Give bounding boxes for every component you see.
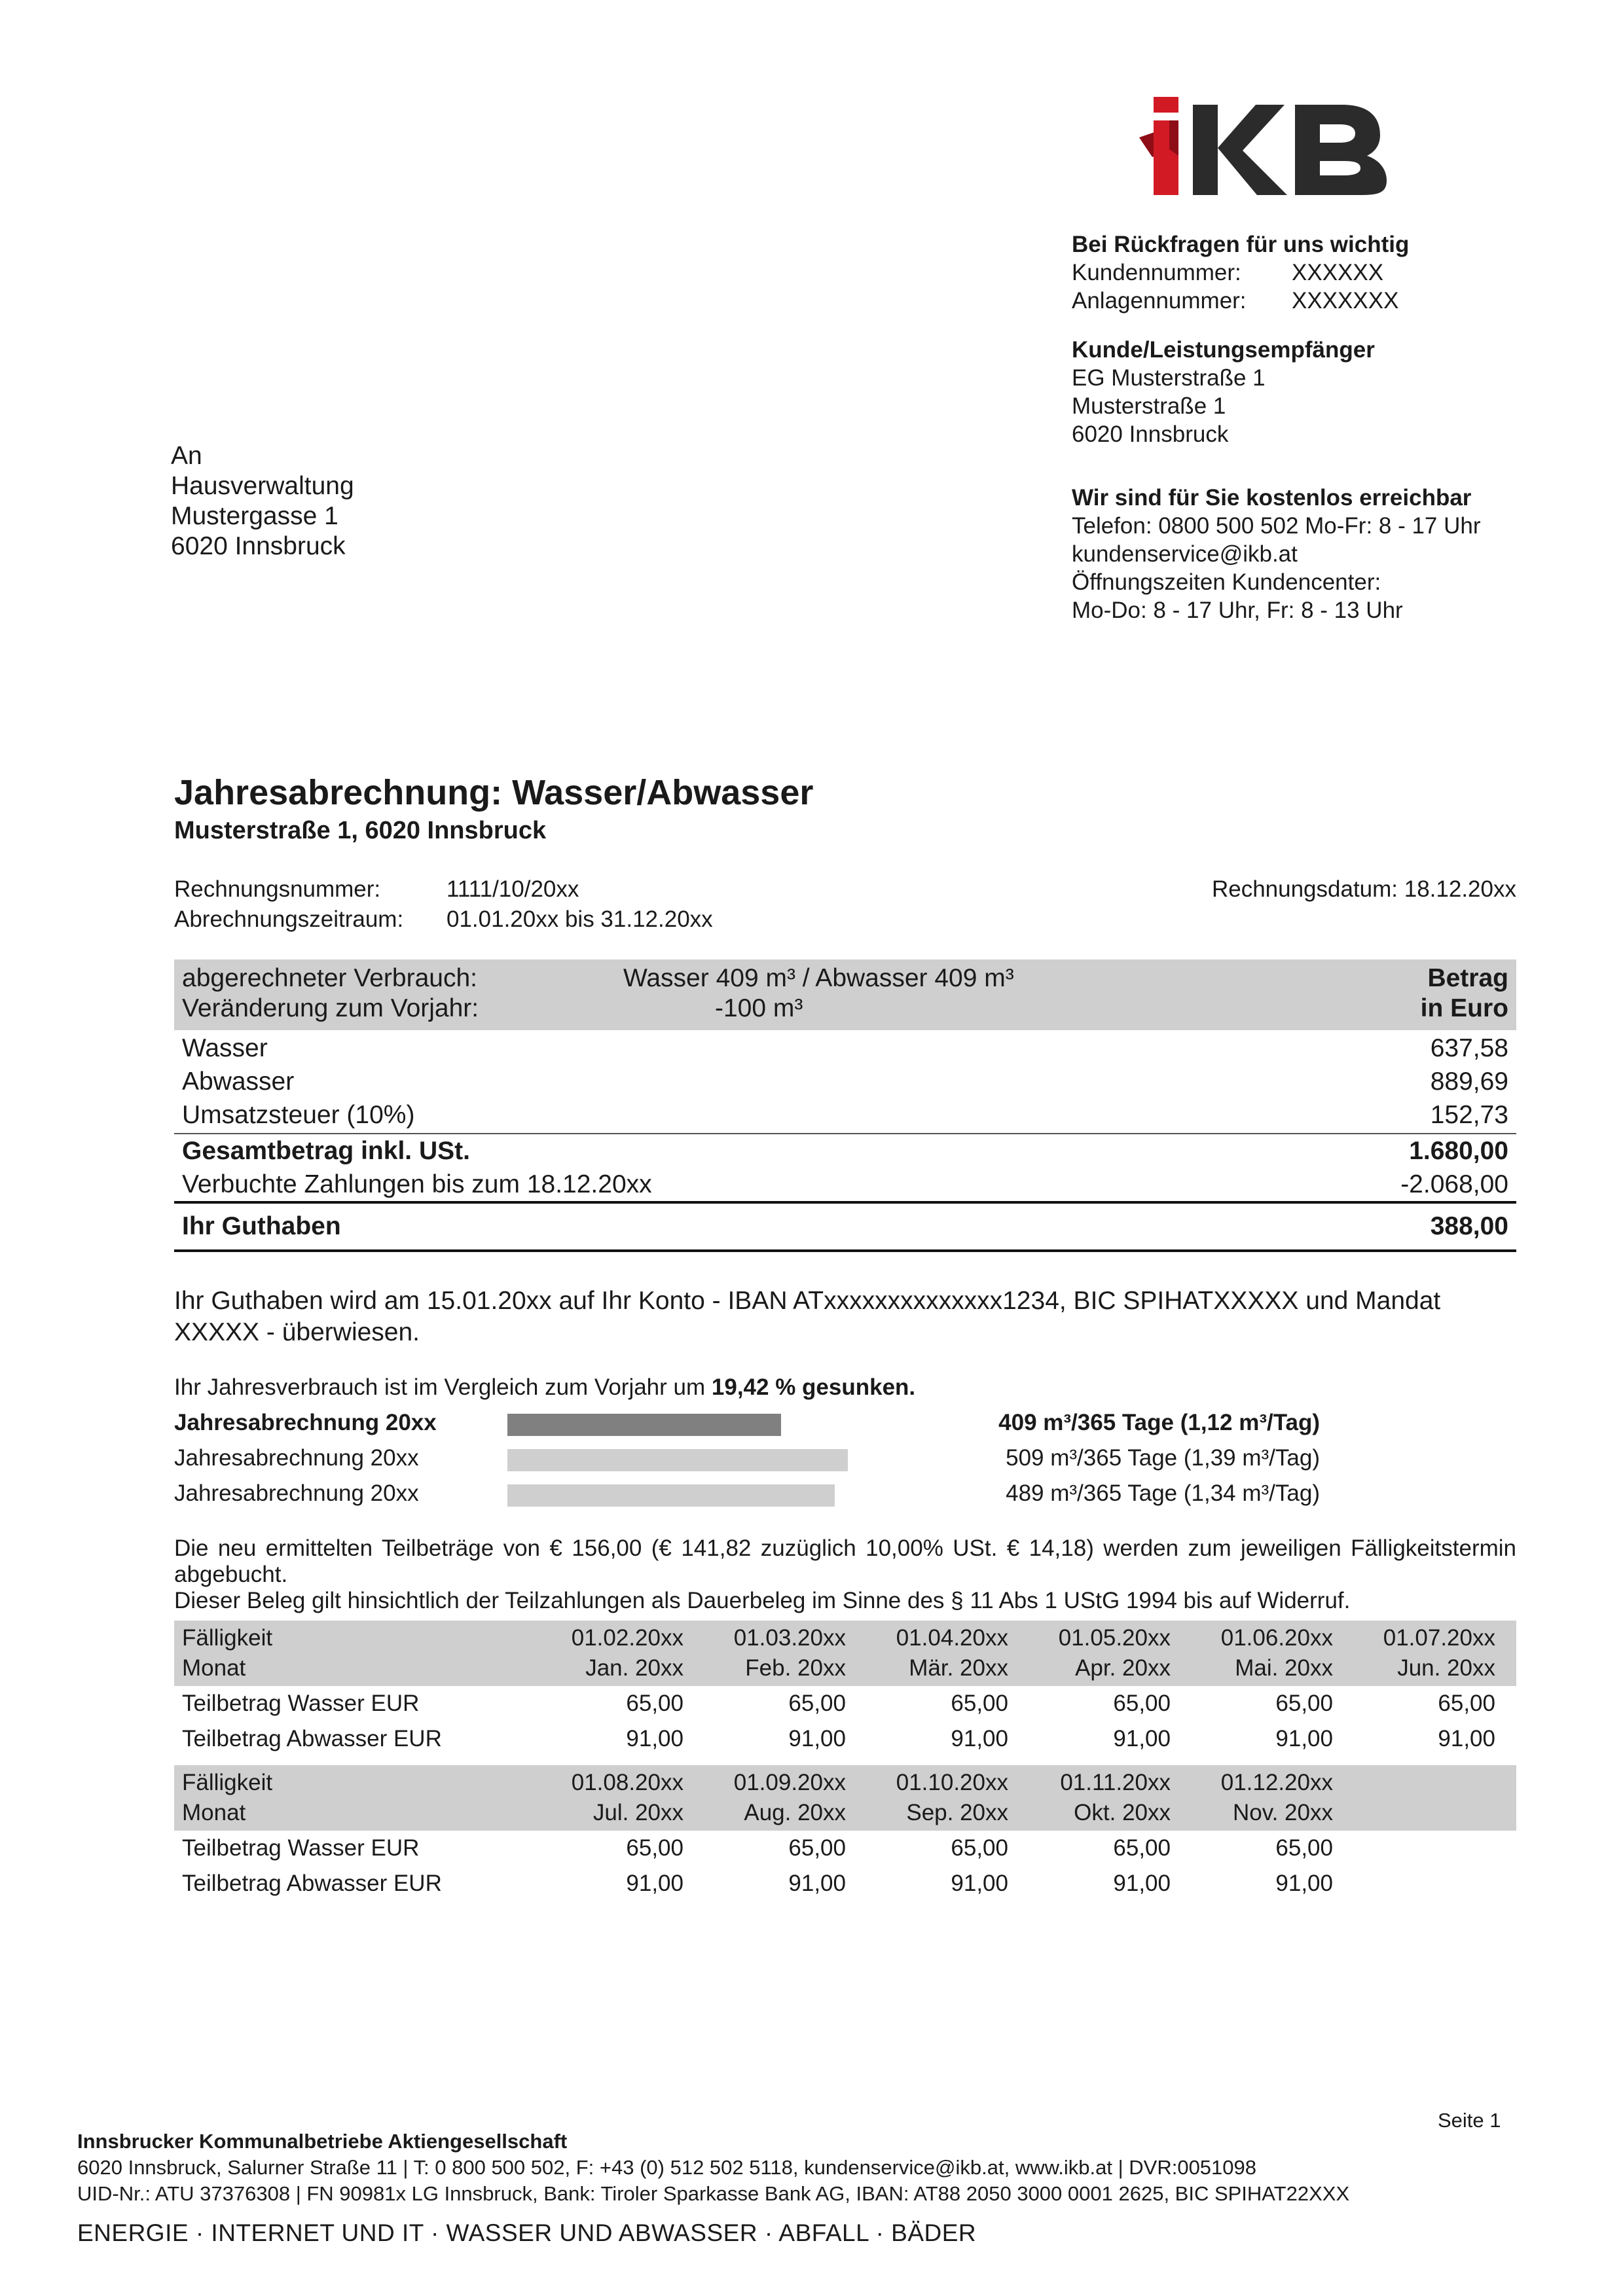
faelligkeit-label: Fälligkeit xyxy=(182,1625,273,1651)
zeitraum-label: Abrechnungszeitraum: xyxy=(174,906,404,932)
bill-row xyxy=(174,1065,1516,1098)
contact-block xyxy=(1072,230,1569,624)
credit-amount: 388,00 xyxy=(1430,1212,1508,1240)
abwasser-amount: 91,00 xyxy=(951,1726,1008,1751)
comparison-intro-text: Ihr Jahresverbrauch ist im Vergleich zum Vorjahr um xyxy=(174,1374,712,1400)
comparison-bar xyxy=(507,1414,781,1436)
abwasser-amount: 91,00 xyxy=(626,1726,684,1751)
comparison-bar xyxy=(507,1484,835,1507)
bill-row xyxy=(174,1031,1516,1065)
wasser-amount: 65,00 xyxy=(1438,1691,1495,1716)
month: Jan. 20xx xyxy=(585,1655,684,1681)
item-amount: 152,73 xyxy=(1430,1101,1508,1129)
wasser-amount: 65,00 xyxy=(951,1691,1008,1716)
payments-label: Verbuchte Zahlungen bis zum 18.12.20xx xyxy=(182,1170,652,1198)
month: Jul. 20xx xyxy=(593,1800,684,1825)
installment-header xyxy=(174,1621,1516,1686)
comparison-row xyxy=(174,1443,1320,1475)
reach-heading: Wir sind für Sie kostenlos erreichbar xyxy=(1072,485,1472,511)
document-subtitle: Musterstraße 1, 6020 Innsbruck xyxy=(174,817,547,844)
month: Jun. 20xx xyxy=(1397,1655,1495,1681)
due-date: 01.09.20xx xyxy=(733,1770,846,1795)
dauerbeleg-line: Dieser Beleg gilt hinsichtlich der Teilzahlungen als Dauerbeleg im Sinne des § 11 Abs 1 UStG 1994 bis auf Widerruf. xyxy=(174,1588,1351,1613)
wasser-amount: 65,00 xyxy=(788,1691,846,1716)
rechnungsnummer-value: 1111/10/20xx xyxy=(447,876,579,902)
rechnungsnummer-label: Rechnungsnummer: xyxy=(174,876,381,902)
vorjahr-value: -100 m³ xyxy=(715,994,803,1022)
due-date: 01.02.20xx xyxy=(571,1625,684,1651)
installment-notice-line: Die neu ermittelten Teilbeträge von € 156,00 (€ 141,82 zuzüglich 10,00% USt. € 14,18) werden zum jeweiligen Fälligkeitstermin abgebucht. xyxy=(174,1535,1516,1587)
kundennummer-label: Kundennummer: xyxy=(1072,260,1241,285)
payments-row xyxy=(174,1168,1516,1201)
wasser-label: Teilbetrag Wasser EUR xyxy=(182,1691,420,1716)
due-date: 01.12.20xx xyxy=(1220,1770,1333,1795)
due-date: 01.10.20xx xyxy=(896,1770,1008,1795)
item-amount: 889,69 xyxy=(1430,1067,1508,1096)
vorjahr-label: Veränderung zum Vorjahr: xyxy=(182,994,479,1022)
item-label: Wasser xyxy=(182,1034,268,1062)
wasser-amount: 65,00 xyxy=(1275,1835,1333,1861)
credit-note: Ihr Guthaben wird am 15.01.20xx auf Ihr Konto - IBAN ATxxxxxxxxxxxxxx1234, BIC SPIHATXXXXX und Mandat XXXXX - überwiesen. xyxy=(174,1287,1441,1346)
wasser-amount: 65,00 xyxy=(1275,1691,1333,1716)
wasser-amount: 65,00 xyxy=(1113,1835,1171,1861)
wasser-amount: 65,00 xyxy=(626,1835,684,1861)
comparison-bar xyxy=(507,1449,848,1471)
verbrauch-label: abgerechneter Verbrauch: xyxy=(182,964,477,992)
page-number: Seite 1 xyxy=(1438,2109,1501,2132)
due-date: 01.11.20xx xyxy=(1060,1770,1171,1795)
abwasser-amount: 91,00 xyxy=(788,1871,846,1896)
kunde-line: 6020 Innsbruck xyxy=(1072,422,1229,447)
abwasser-amount: 91,00 xyxy=(1275,1871,1333,1896)
wasser-amount: 65,00 xyxy=(951,1835,1008,1861)
recipient-line: Hausverwaltung xyxy=(171,472,354,500)
recipient-line: 6020 Innsbruck xyxy=(171,532,346,560)
month: Aug. 20xx xyxy=(744,1800,846,1825)
installment-body xyxy=(174,1686,1516,1758)
monat-label: Monat xyxy=(182,1655,246,1681)
item-label: Abwasser xyxy=(182,1067,295,1096)
due-date: 01.07.20xx xyxy=(1383,1625,1495,1651)
wasser-amount: 65,00 xyxy=(1113,1691,1171,1716)
kunde-line: EG Musterstraße 1 xyxy=(1072,365,1266,391)
bill-header xyxy=(174,960,1516,1030)
email-line: kundenservice@ikb.at xyxy=(1072,541,1298,567)
item-label: Umsatzsteuer (10%) xyxy=(182,1101,415,1129)
abwasser-amount: 91,00 xyxy=(951,1871,1008,1896)
month: Mai. 20xx xyxy=(1235,1655,1333,1681)
hours-label: Öffnungszeiten Kundencenter: xyxy=(1072,569,1381,595)
bill-row xyxy=(174,1098,1516,1132)
kunde-line: Musterstraße 1 xyxy=(1072,393,1226,419)
footer-business-areas: ENERGIE · INTERNET UND IT · WASSER UND ABWASSER · ABFALL · BÄDER xyxy=(77,2219,977,2246)
comparison-intro xyxy=(174,1374,915,1401)
comparison-label: Jahresabrechnung 20xx xyxy=(174,1480,419,1506)
month: Apr. 20xx xyxy=(1075,1655,1171,1681)
recipient-address xyxy=(171,441,354,562)
footer-bank: UID-Nr.: ATU 37376308 | FN 90981x LG Innsbruck, Bank: Tiroler Sparkasse Bank AG, IBAN: AT88 2050 3000 0001 2625, BIC SPIHAT22XXX xyxy=(77,2182,1350,2205)
comparison-value: 509 m³/365 Tage (1,39 m³/Tag) xyxy=(1006,1445,1320,1471)
kundennummer-value: XXXXXX xyxy=(1292,260,1384,285)
month: Mär. 20xx xyxy=(909,1655,1008,1681)
wasser-amount: 65,00 xyxy=(626,1691,684,1716)
phone-line: Telefon: 0800 500 502 Mo-Fr: 8 - 17 Uhr xyxy=(1072,513,1481,539)
faelligkeit-label: Fälligkeit xyxy=(182,1770,273,1795)
comparison-value: 489 m³/365 Tage (1,34 m³/Tag) xyxy=(1006,1480,1320,1506)
month: Feb. 20xx xyxy=(745,1655,846,1681)
due-date: 01.05.20xx xyxy=(1058,1625,1171,1651)
abwasser-label: Teilbetrag Abwasser EUR xyxy=(182,1871,442,1896)
rechnungsdatum: Rechnungsdatum: 18.12.20xx xyxy=(1211,876,1516,902)
abwasser-amount: 91,00 xyxy=(1275,1726,1333,1751)
ikb-logo xyxy=(1139,97,1388,202)
recipient-line: An xyxy=(171,442,202,470)
credit-label: Ihr Guthaben xyxy=(182,1212,341,1240)
item-amount: 637,58 xyxy=(1430,1034,1508,1062)
installment-notice xyxy=(174,1535,1516,1614)
euro-label: in Euro xyxy=(1420,994,1508,1022)
installment-table-1 xyxy=(174,1621,1516,1758)
abwasser-amount: 91,00 xyxy=(626,1871,684,1896)
betrag-label: Betrag xyxy=(1427,964,1508,992)
monat-label: Monat xyxy=(182,1800,246,1825)
due-date: 01.06.20xx xyxy=(1220,1625,1333,1651)
comparison-row xyxy=(174,1407,1320,1440)
comparison-row xyxy=(174,1478,1320,1511)
due-date: 01.04.20xx xyxy=(896,1625,1008,1651)
month: Okt. 20xx xyxy=(1074,1800,1171,1825)
footer-company: Innsbrucker Kommunalbetriebe Aktiengesellschaft xyxy=(77,2130,568,2153)
kunde-heading: Kunde/Leistungsempfänger xyxy=(1072,337,1375,363)
recipient-line: Mustergasse 1 xyxy=(171,502,338,530)
comparison-label: Jahresabrechnung 20xx xyxy=(174,1445,419,1471)
payments-amount: -2.068,00 xyxy=(1400,1170,1508,1198)
comparison-label: Jahresabrechnung 20xx xyxy=(174,1410,437,1435)
bill-table xyxy=(174,960,1516,1252)
total-row xyxy=(174,1133,1516,1168)
abwasser-amount: 91,00 xyxy=(788,1726,846,1751)
installment-table-2 xyxy=(174,1765,1516,1903)
due-date: 01.08.20xx xyxy=(571,1770,684,1795)
zeitraum-value: 01.01.20xx bis 31.12.20xx xyxy=(447,906,713,932)
due-date: 01.03.20xx xyxy=(733,1625,846,1651)
total-amount: 1.680,00 xyxy=(1409,1137,1508,1165)
contact-heading: Bei Rückfragen für uns wichtig xyxy=(1072,232,1410,257)
footer xyxy=(77,2128,1349,2246)
wasser-amount: 65,00 xyxy=(788,1835,846,1861)
verbrauch-value: Wasser 409 m³ / Abwasser 409 m³ xyxy=(623,964,1014,992)
total-label: Gesamtbetrag inkl. USt. xyxy=(182,1137,470,1165)
abwasser-amount: 91,00 xyxy=(1113,1871,1171,1896)
credit-row xyxy=(174,1201,1516,1252)
wasser-label: Teilbetrag Wasser EUR xyxy=(182,1835,420,1861)
month: Nov. 20xx xyxy=(1232,1800,1333,1825)
abwasser-label: Teilbetrag Abwasser EUR xyxy=(182,1726,442,1751)
anlagennummer-label: Anlagennummer: xyxy=(1072,288,1247,314)
installment-body xyxy=(174,1831,1516,1903)
comparison-intro-bold: 19,42 % gesunken. xyxy=(711,1374,916,1400)
installment-header xyxy=(174,1765,1516,1831)
abwasser-amount: 91,00 xyxy=(1113,1726,1171,1751)
abwasser-amount: 91,00 xyxy=(1438,1726,1495,1751)
month: Sep. 20xx xyxy=(906,1800,1008,1825)
hours-line: Mo-Do: 8 - 17 Uhr, Fr: 8 - 13 Uhr xyxy=(1072,598,1403,623)
anlagennummer-value: XXXXXXX xyxy=(1292,288,1399,314)
footer-address: 6020 Innsbruck, Salurner Straße 11 | T: 0 800 500 502, F: +43 (0) 512 502 5118, kundenservice@ikb.at, www.ikb.at | DVR:0051098 xyxy=(77,2156,1257,2179)
document-title: Jahresabrechnung: Wasser/Abwasser xyxy=(174,773,814,812)
comparison-value: 409 m³/365 Tage (1,12 m³/Tag) xyxy=(998,1410,1320,1435)
invoice-meta xyxy=(174,874,1516,935)
